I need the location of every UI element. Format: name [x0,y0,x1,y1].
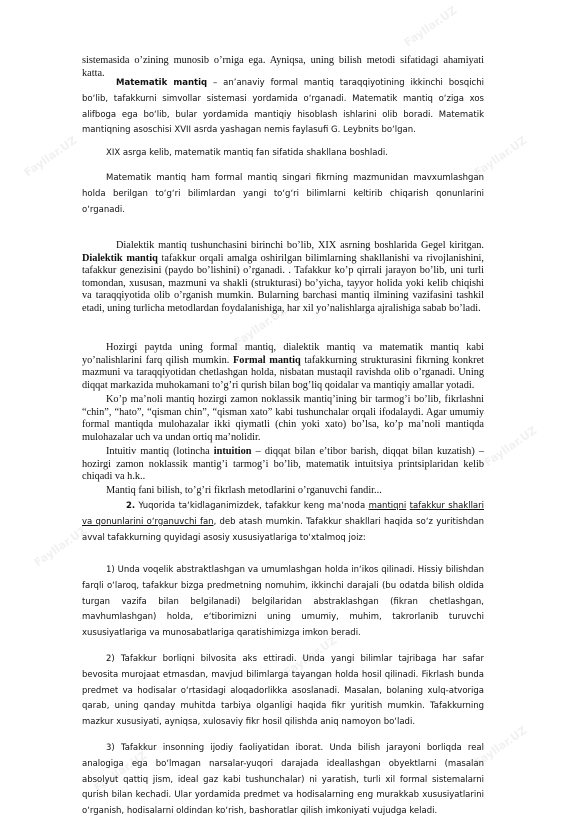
list-item-1: 1) Unda voqelik abstraktlashgan va umumlashgan holda in‘ikos qilinadi. Hissiy bilishdan farqli o‘laroq, tafakkur bizga predmetning nomuhim, ikkinchi darajali (bu odatda bilish oldida turgan vazifa bilan belgilanadi) belgilaridan abstraklashgan (fikran chetlashgan, mavhumlashgan) holda, e‘tiborimizni uning umumiy, muhim, takrorlanib turuvchi xususiyatlariga va munosabatlariga qaratishimizga imkon beradi. [82,565,484,639]
watermark: Fayllar.UZ [471,723,530,770]
term-intuition: intuition [213,446,252,457]
underlined-term-mantiq: mantiqni [368,501,407,511]
watermark: Fayllar.UZ [471,133,530,180]
term-formal-mantiq: Formal mantiq [233,354,301,366]
paragraph-dialektik-mantiq [82,240,484,316]
paragraph-formal-mantiq [82,342,484,392]
paragraph-text: – diqqat bilan e’tibor barish, diqqat bilan kuzatish) – hozirgi zamon noklassik mantig’i tarmog’i bo’lib, matematik intuitsiya printsiplaridan kelib chiqadi va h.k.. [82,446,484,483]
paragraph-mantiq-fani: Mantiq fani bilish, to’g’ri fikrlash metodlarini o’rganuvchi fandir... [106,485,382,496]
watermark: Fayllar.UZ [91,748,150,795]
paragraph-text: tafakkurning strukturasini fikrning konkret mazmuni va taraqqiyotidan chetlashgan holda, nisbatan mustaqil ravishda olib o’rganadi. Uning diqqat markazida muhokamani to’g’ri qurish bilan bog’liq qoidalar va mantiqiy amallar yotadi. [82,354,485,391]
paragraph-text: tafakkur orqali amalga oshirilgan bilimlarning shakllanishi va rivojlanishini, tafakkur genezisini (paydo bo’lishini) o’rganadi. . Tafakkur ko’p qirrali jarayon bo’lib, uni turli tomondan, xususan, mazmuni va shakli (strukturasi) bo’yicha, tayyor holida yoki kelib chiqishi va taraqqiyotida olib o’rganish mumkin. Bularning barchasi mantiq ilmining vazifasini tashkil etadi, uning turlicha metodlardan foydalanishiga, har xil yo’nalishlarga ajralishiga sabab bo’ladi. [82,252,484,314]
watermark: Fayllar.UZ [481,423,540,470]
list-item-3: 3) Tafakkur insonning ijodiy faoliyatidan iborat. Unda bilish jarayoni borliqda real analogiga ega bo‘lmagan narsalar-yuqori darajada ideallashgan obyektlarni (masalan absolyut qattiq jism, ideal gaz kabi tushunchalar) ni yaratish, turli xil formal sistemalarni qurish bilan kechadi. Ular yordamida predmet va hodisalarning eng murakkab xususiyatlarini o‘rganish, hodisalarni oldindan ko‘rish, bashoratlar qilish imkoniyati vujudga keladi. [82,743,484,817]
watermark: Fayllar.UZ [231,303,290,350]
paragraph-matematik-formal: Matematik mantiq ham formal mantiq singari fikrning mazmunidan mavxumlashgan holda berilgan to‘g‘ri bilimlardan yangi to‘g‘ri bilimlarni keltirib chiqarish qonunlarini o‘rganadi. [82,173,484,215]
paragraph-text: , deb atash mumkin. Tafakkur shakllari haqida so‘z yuritishdan avval tafakkurning quyidagi asosiy xususiyatlariga to‘xtalmoq joiz: [82,516,484,543]
paragraph-intro: sistemasida o’zining munosib o’rniga ega. Ayniqsa, uning bilish metodi sifatidagi ahamiyati katta. [82,55,484,79]
watermark: Fayllar.UZ [31,523,90,570]
paragraph-text: Yuqorida ta‘kidlaganimizdek, tafakkur keng ma‘noda [135,501,369,511]
watermark: Fayllar.UZ [401,3,460,50]
term-dialektik-mantiq: Dialektik mantiq [82,252,158,264]
watermark: Fayllar.UZ [21,133,80,180]
paragraph-text: Intuitiv mantiq (lotincha [106,446,214,457]
term-matematik-mantiq: Matematik mantiq [116,78,208,88]
paragraph-tafakkur-shakllari [82,499,484,546]
watermark: Fayllar.UZ [281,633,340,680]
paragraph-xix-asr: XIX asrga kelib, matematik mantiq fan sifatida shakllana boshladi. [106,148,388,158]
paragraph-matematik-mantiq [82,76,484,139]
paragraph-intuitiv-mantiq [82,446,484,484]
list-item-2: 2) Tafakkur borliqni bilvosita aks ettiradi. Unda yangi bilimlar tajribaga har safar bevosita murojaat etmasdan, mavjud bilimlarga tayangan holda hosil qilinadi. Fikrlash bunda predmet va hodisalar o‘rtasidagi aloqadorlikka asoslanadi. Masalan, bolaning xulq-atvoriga qarab, uning qanday muhitda tarbiya olganligi haqida fikr yuritish mumkin. Tafakkurning mazkur xususiyati, ayniqsa, xulosaviy fikr hosil qilishda aniq namoyon bo‘ladi. [82,654,484,728]
paragraph-kop-manoli-mantiq: Ko’p ma’noli mantiq hozirgi zamon noklassik mantiq’ining bir tarmog’i bo’lib, fikrlashni “chin”, “hato”, “qisman chin”, “qisman xato” kabi tushunchalar orqali ifodalaydi. Agar umumiy formal mantiqda mulohazalar ikki qiymatli (chin yoki xato) bo’lsa, ko’p ma’noli mantiqda mulohazalar uch va undan ortiq ma’nolidir. [82,394,484,443]
underlined-phrase-tafakkur-shakllari: tafakkur shakllari va qonunlarini o‘rganuvchi fan [82,501,484,527]
paragraph-text: Dialektik mantiq tushunchasini birinchi bo’lib, XIX asrning boshlarida Gegel kiritgan. [116,240,484,251]
item-number: 2. [126,501,136,511]
paragraph-text: – an’anaviy formal mantiq taraqqiyotining ikkinchi bosqichi bo‘lib, tafakkurni simvollar sistemasi yordamida o‘rganadi. Matematik mantiq o‘ziga xos alifboga ega bo‘lib, bular yordamida mantiqiy hisoblash ishlarini olib boradi. Matematik mantiqning asoschisi XVII asrda yashagan nemis faylasufi G. Leybnits bo‘lgan. [82,78,484,136]
paragraph-text: Hozirgi paytda uning formal mantiq, dialektik mantiq va matematik mantiq kabi yo’nalishlarini farq qilish mumkin. [82,342,484,366]
